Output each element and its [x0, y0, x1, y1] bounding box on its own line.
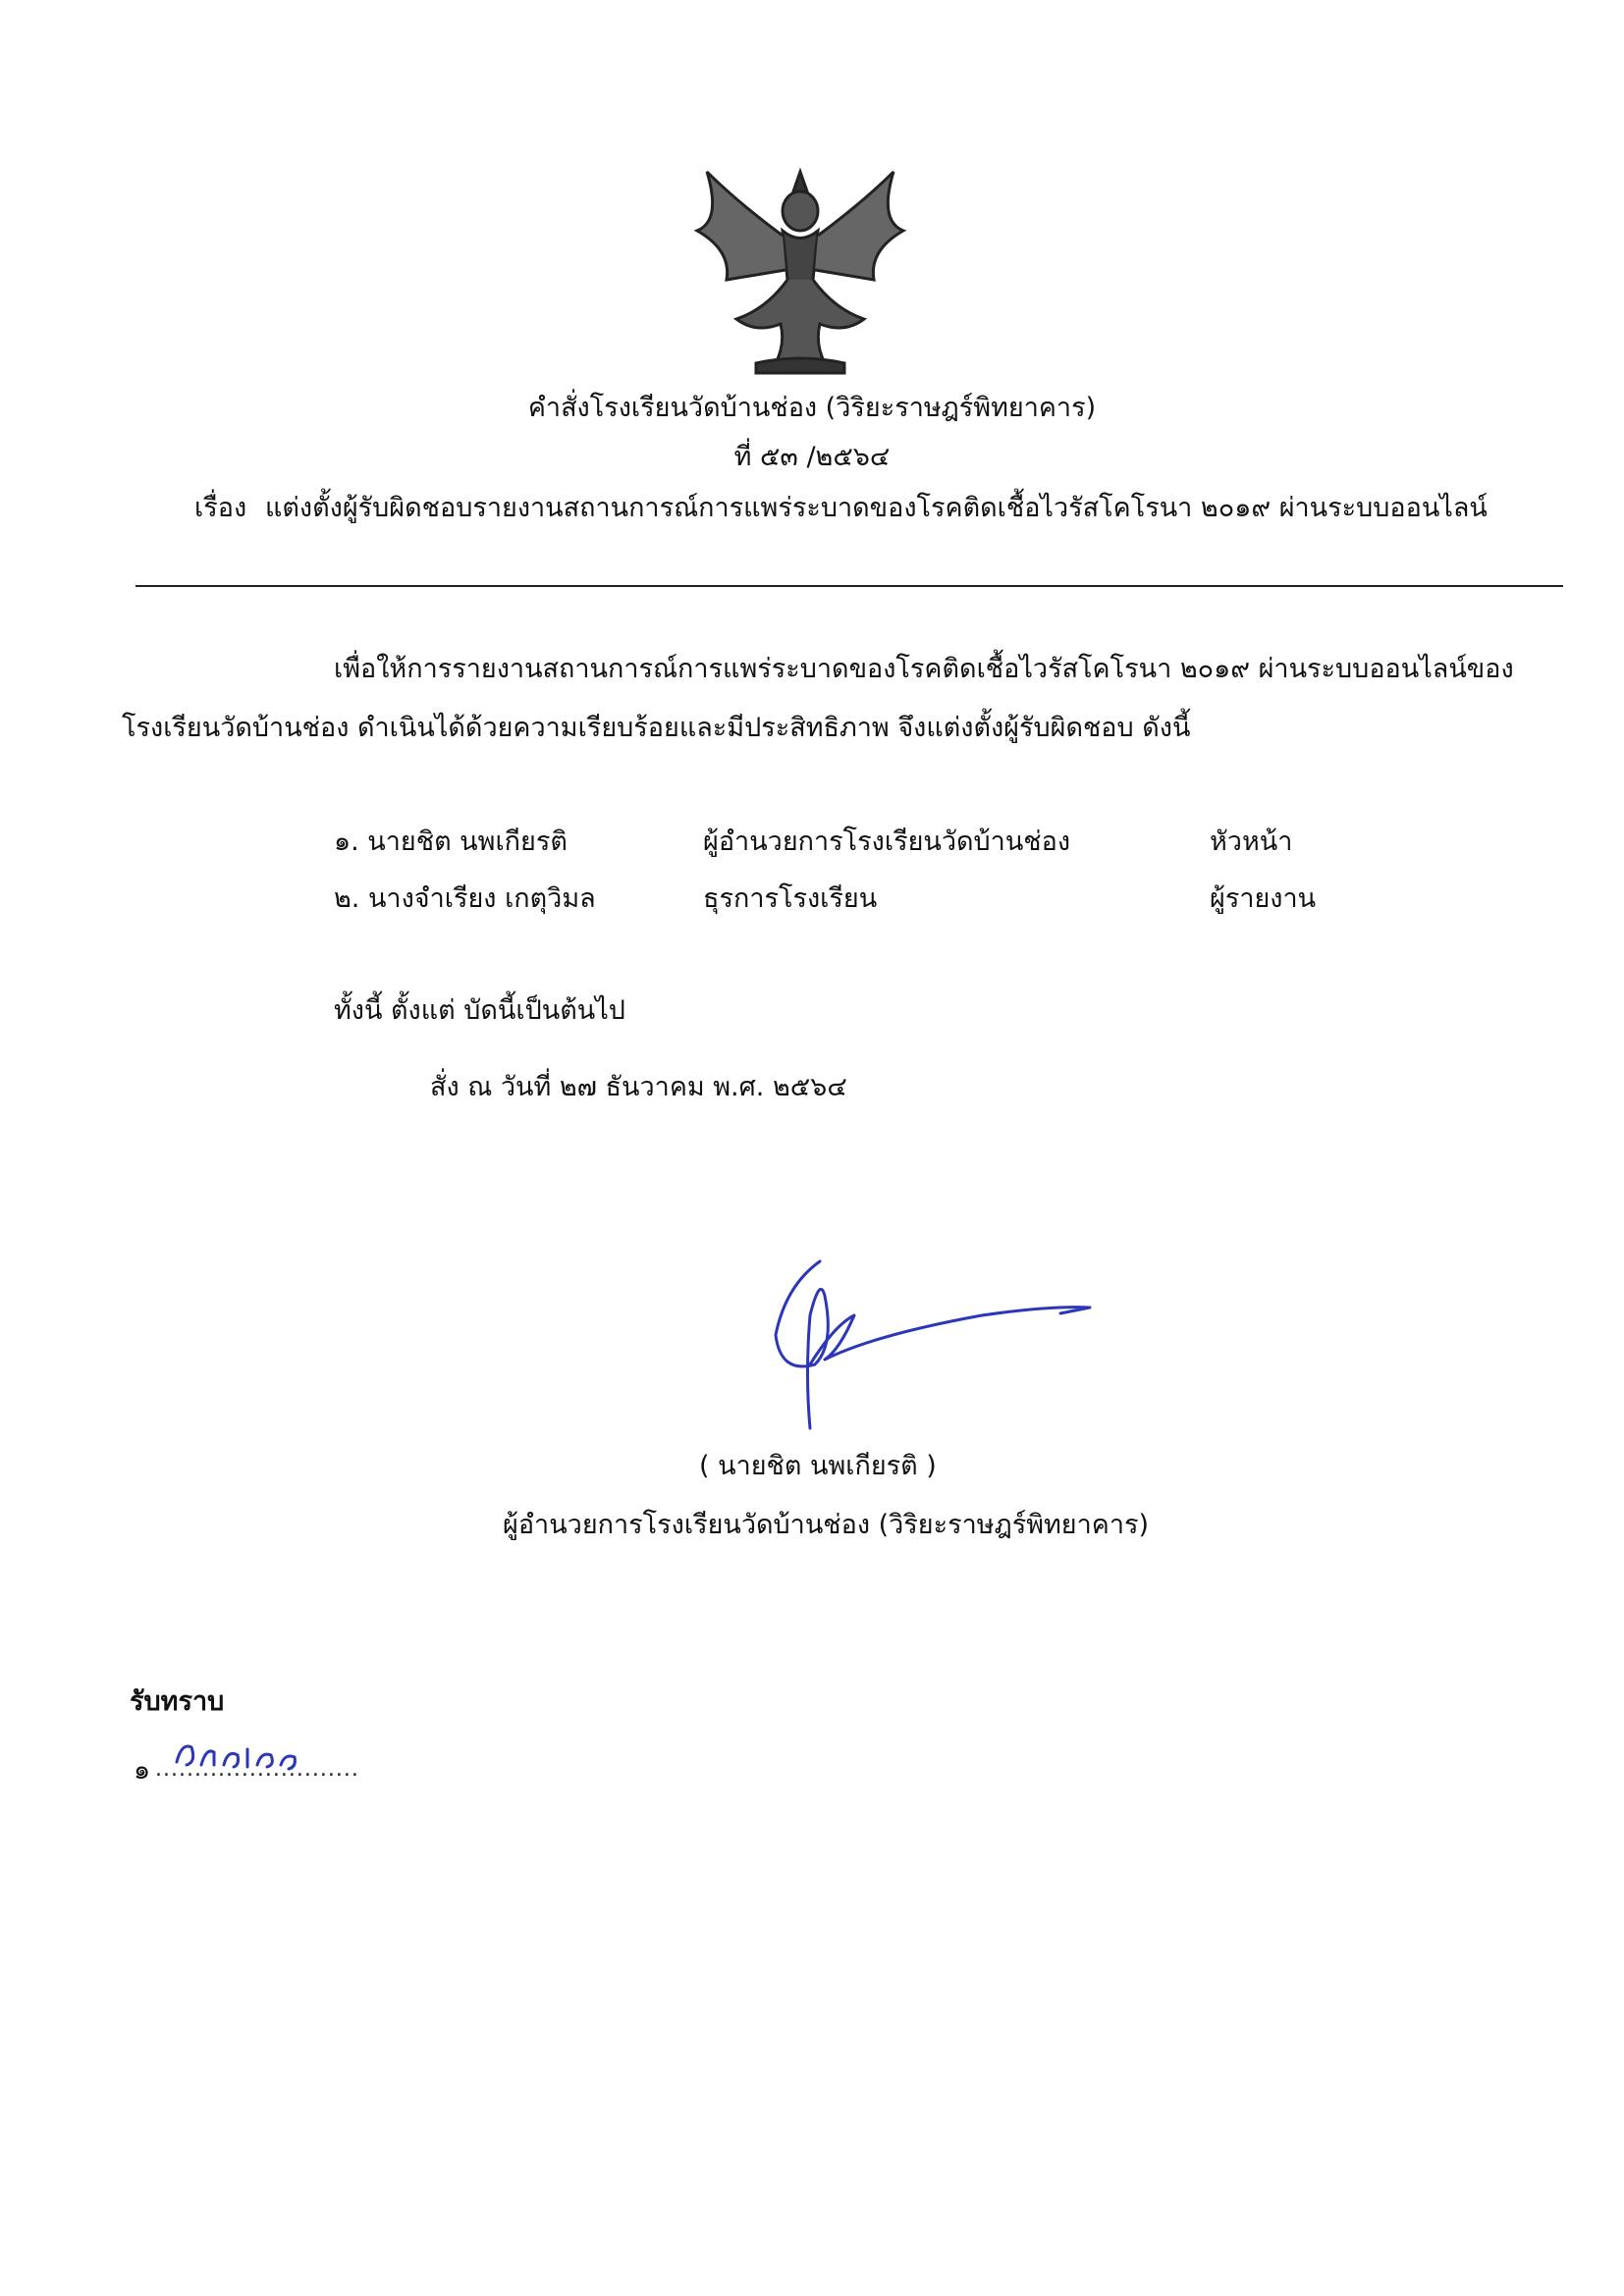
signature-mark: [727, 1256, 1100, 1433]
order-number: ที่ ๕๓ /๒๕๖๔: [733, 442, 891, 472]
acknowledgement-handwritten-signature: [167, 1728, 304, 1777]
order-title: คำสั่งโรงเรียนวัดบ้านช่อง (วิริยะราษฎร์พิทยาคาร): [527, 393, 1097, 423]
acknowledgement-line-number: ๑: [134, 1755, 151, 1786]
garuda-emblem-icon: [687, 162, 913, 383]
appointee-2-position: ธุรการโรงเรียน: [703, 883, 878, 914]
paragraph-line-2: โรงเรียนวัดบ้านช่อง ดำเนินได้ด้วยความเรียบร้อยและมีประสิทธิภาพ จึงแต่งตั้งผู้รับผิดชอบ ดังนี้: [122, 713, 1191, 743]
acknowledgement-label: รับทราบ: [130, 1686, 225, 1717]
signer-name: ( นายชิต นพเกียรติ ): [699, 1451, 937, 1481]
appointee-1-role: หัวหน้า: [1210, 827, 1293, 857]
appointee-1-name: ๑. นายชิต นพเกียรติ: [334, 827, 568, 857]
appointee-1-position: ผู้อำนวยการโรงเรียนวัดบ้านช่อง: [703, 827, 1071, 857]
signer-title: ผู้อำนวยการโรงเรียนวัดบ้านช่อง (วิริยะราษฎร์พิทยาคาร): [503, 1510, 1150, 1540]
acknowledgement-dotted-line: ..........................: [155, 1757, 359, 1782]
appointee-2-role: ผู้รายงาน: [1210, 883, 1317, 914]
header-divider: [135, 585, 1563, 587]
paragraph-line-1: เพื่อให้การรายงานสถานการณ์การแพร่ระบาดของโรคติดเชื้อไวรัสโคโรนา ๒๐๑๙ ผ่านระบบออนไลน์ของ: [334, 654, 1514, 684]
effective-statement: ทั้งนี้ ตั้งแต่ บัดนี้เป็นต้นไป: [334, 995, 625, 1026]
subject-text: แต่งตั้งผู้รับผิดชอบรายงานสถานการณ์การแพร่ระบาดของโรคติดเชื้อไวรัสโคโรนา ๒๐๑๙ ผ่านระบบออนไลน์: [265, 493, 1488, 523]
appointee-2-name: ๒. นางจำเรียง เกตุวิมล: [334, 883, 596, 914]
ordered-date: สั่ง ณ วันที่ ๒๗ ธันวาคม พ.ศ. ๒๕๖๔: [430, 1072, 847, 1102]
subject-label: เรื่อง: [194, 493, 247, 523]
